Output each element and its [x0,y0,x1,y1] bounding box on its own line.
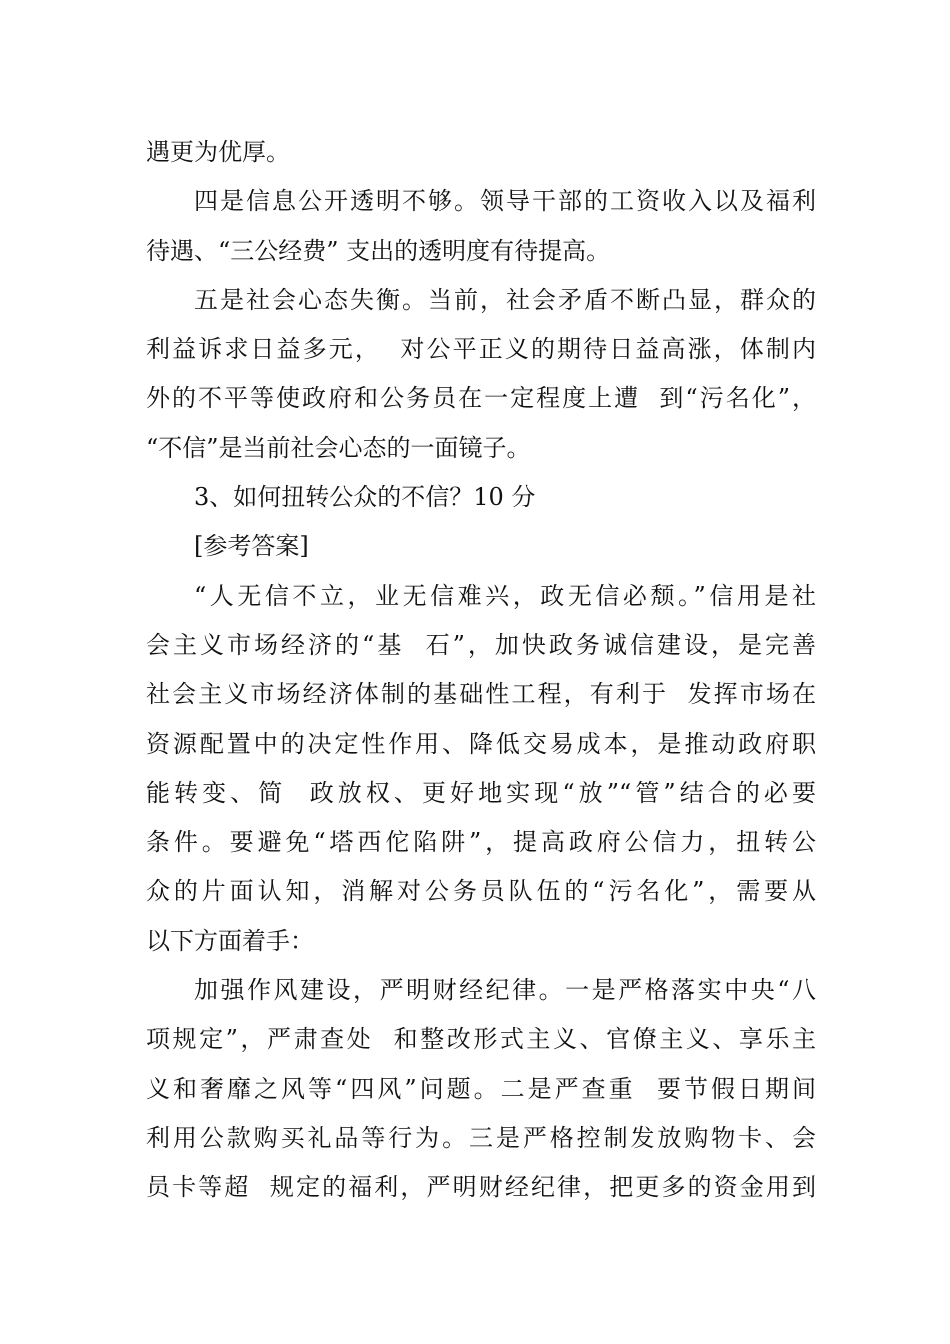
text-line: 会主义市场经济的“基 石”，加快政务诚信建设，是完善 [146,630,816,659]
text-line: 利用公款购买礼品等行为。三是严格控制发放购物卡、会 [146,1123,816,1152]
paragraph-first-line: 四是信息公开透明不够。领导干部的工资收入以及福利 [194,187,816,216]
text-line: “不信”是当前社会心态的一面镜子。 [146,433,531,462]
document-page [146,128,816,1213]
text-line: 员卡等超 规定的福利，严明财经纪律，把更多的资金用到 [146,1173,816,1202]
text-line: 能转变、简 政放权、更好地实现“放”“管”结合的必要 [146,778,816,807]
paragraph-first-line: “人无信不立，业无信难兴，政无信必颓。”信用是社 [194,581,816,610]
text-line: 待遇、“三公经费” 支出的透明度有待提高。 [146,236,611,265]
paragraph-first-line: 五是社会心态失衡。当前，社会矛盾不断凸显，群众的 [194,285,816,314]
text-line: 利益诉求日益多元， 对公平正义的期待日益高涨，体制内 [146,335,816,364]
text-line: 社会主义市场经济体制的基础性工程，有利于 发挥市场在 [146,680,816,709]
question-heading: 3、如何扭转公众的不信？10 分 [194,483,536,512]
answer-label: [参考答案] [194,532,309,561]
text-line: 条件。要避免“塔西佗陷阱”，提高政府公信力，扭转公 [146,828,816,857]
text-line: 资源配置中的决定性作用、降低交易成本，是推动政府职 [146,729,816,758]
text-line: 项规定”，严肃查处 和整改形式主义、官僚主义、享乐主 [146,1025,816,1054]
text-line: 义和奢靡之风等“四风”问题。二是严查重 要节假日期间 [146,1074,816,1103]
text-line: 众的片面认知，消解对公务员队伍的“污名化”，需要从 [146,877,816,906]
text-line: 外的不平等使政府和公务员在一定程度上遭 到“污名化”， [146,384,816,413]
text-line: 遇更为优厚。 [146,138,290,166]
paragraph-first-line: 加强作风建设，严明财经纪律。一是严格落实中央“八 [194,976,816,1005]
text-line: 以下方面着手： [146,926,314,955]
